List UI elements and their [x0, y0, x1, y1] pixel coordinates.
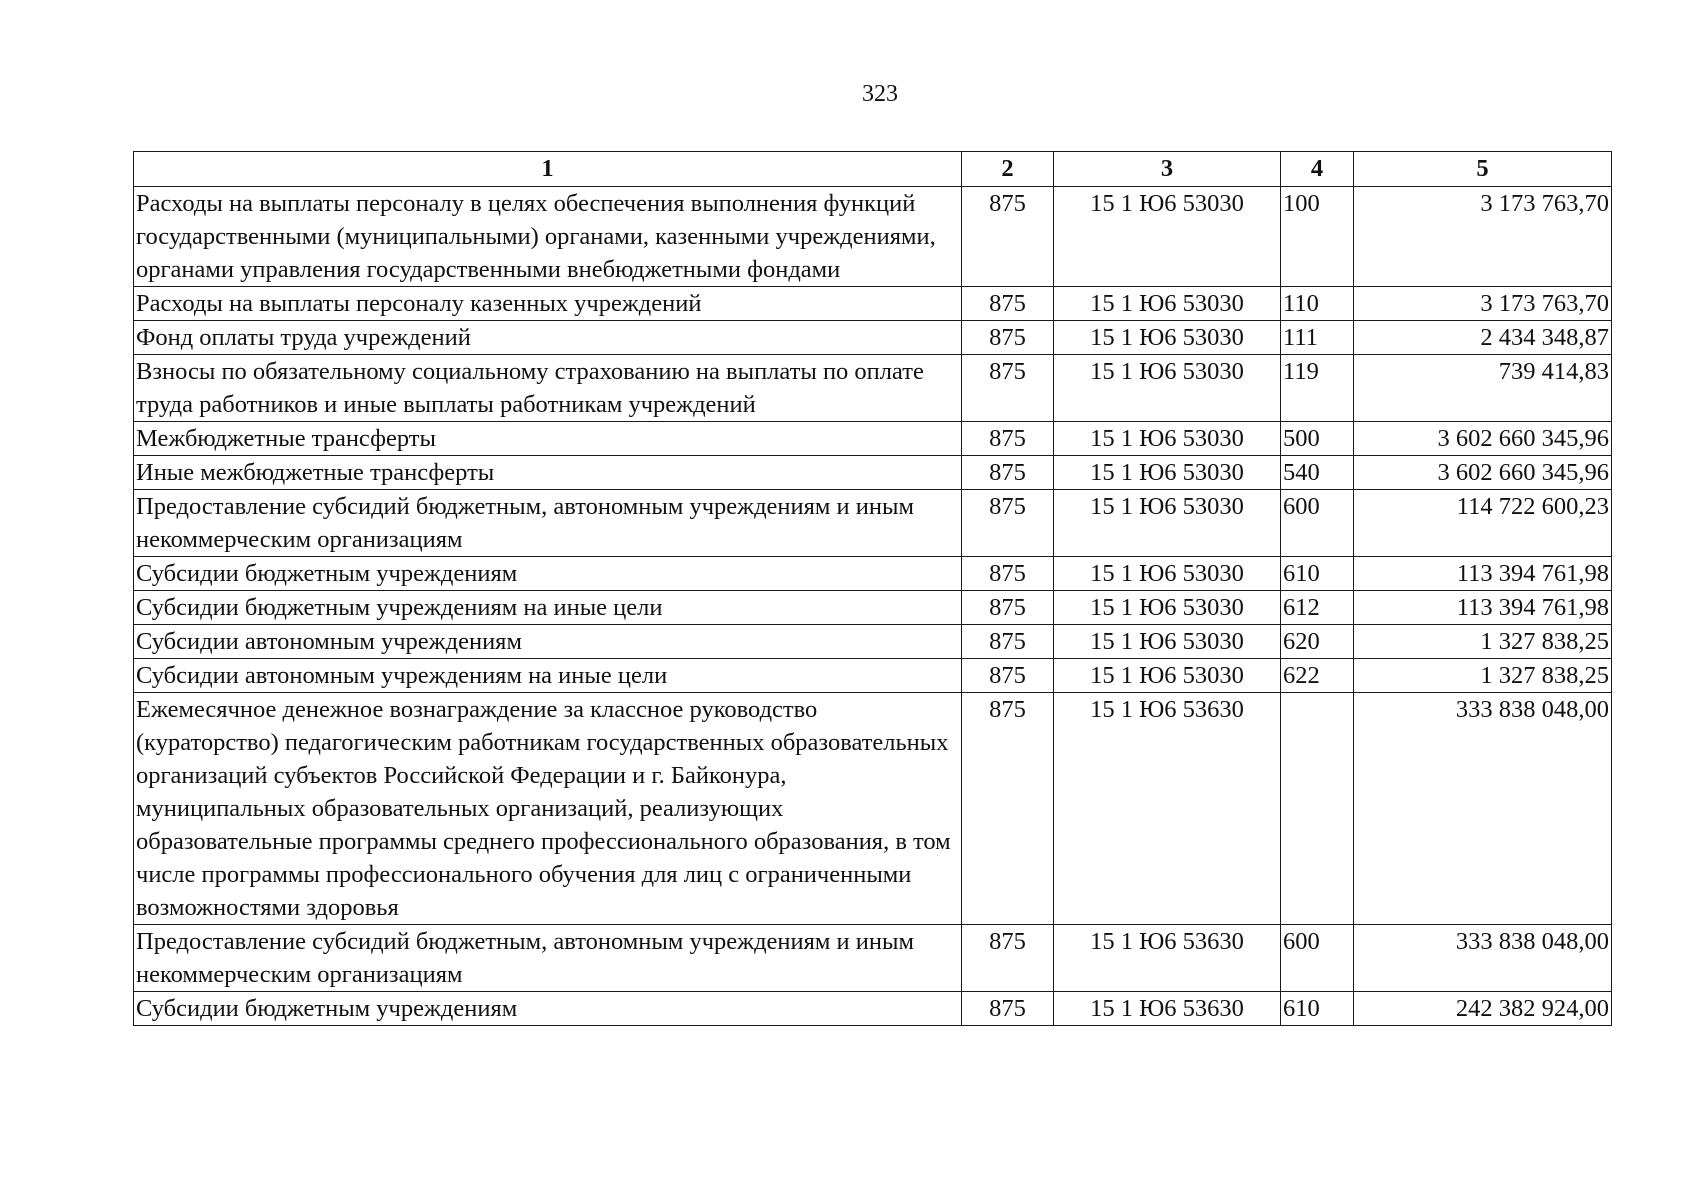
expense-type-code: 100 [1281, 187, 1354, 287]
amount: 333 838 048,00 [1354, 693, 1612, 925]
expense-name: Фонд оплаты труда учреждений [134, 321, 962, 355]
amount: 1 327 838,25 [1354, 625, 1612, 659]
table-body [134, 187, 1612, 1026]
amount: 739 414,83 [1354, 355, 1612, 422]
expense-name: Субсидии автономным учреждениям на иные цели [134, 659, 962, 693]
expense-name: Предоставление субсидий бюджетным, автономным учреждениям и иным некоммерческим организациям [134, 490, 962, 557]
chapter-code: 875 [962, 557, 1054, 591]
target-article-code: 15 1 Ю6 53030 [1054, 355, 1281, 422]
amount: 114 722 600,23 [1354, 490, 1612, 557]
target-article-code: 15 1 Ю6 53630 [1054, 992, 1281, 1026]
expense-name: Субсидии бюджетным учреждениям [134, 992, 962, 1026]
expense-name: Ежемесячное денежное вознаграждение за классное руководство (кураторство) педагогическим работникам государственных образовательных организаций субъектов Российской Федерации и г. Байконура, муниципальных образовательных организаций, реализующих образовательные программы среднего профессионального образования, в том числе программы профессионального обучения для лиц с ограниченными возможностями здоровья [134, 693, 962, 925]
table-row [134, 187, 1612, 287]
target-article-code: 15 1 Ю6 53030 [1054, 659, 1281, 693]
target-article-code: 15 1 Ю6 53630 [1054, 693, 1281, 925]
amount: 3 173 763,70 [1354, 187, 1612, 287]
header-col-1: 1 [134, 152, 962, 187]
expense-name: Субсидии бюджетным учреждениям на иные цели [134, 591, 962, 625]
expense-name: Расходы на выплаты персоналу казенных учреждений [134, 287, 962, 321]
amount: 242 382 924,00 [1354, 992, 1612, 1026]
expense-type-code: 119 [1281, 355, 1354, 422]
expense-name: Расходы на выплаты персоналу в целях обеспечения выполнения функций государственными (муниципальными) органами, казенными учреждениями, органами управления государственными внебюджетными фондами [134, 187, 962, 287]
expense-name: Иные межбюджетные трансферты [134, 456, 962, 490]
chapter-code: 875 [962, 422, 1054, 456]
expense-name: Субсидии бюджетным учреждениям [134, 557, 962, 591]
expense-name: Взносы по обязательному социальному страхованию на выплаты по оплате труда работников и иные выплаты работникам учреждений [134, 355, 962, 422]
chapter-code: 875 [962, 659, 1054, 693]
expense-type-code: 610 [1281, 557, 1354, 591]
page-number: 323 [862, 81, 898, 107]
expense-type-code: 610 [1281, 992, 1354, 1026]
chapter-code: 875 [962, 355, 1054, 422]
table-row [134, 321, 1612, 355]
target-article-code: 15 1 Ю6 53030 [1054, 591, 1281, 625]
table-row [134, 456, 1612, 490]
chapter-code: 875 [962, 925, 1054, 992]
chapter-code: 875 [962, 287, 1054, 321]
chapter-code: 875 [962, 490, 1054, 557]
target-article-code: 15 1 Ю6 53030 [1054, 287, 1281, 321]
amount: 113 394 761,98 [1354, 557, 1612, 591]
expense-type-code: 622 [1281, 659, 1354, 693]
amount: 3 602 660 345,96 [1354, 456, 1612, 490]
header-col-4: 4 [1281, 152, 1354, 187]
header-col-5: 5 [1354, 152, 1612, 187]
budget-table [133, 151, 1612, 1026]
expense-type-code: 500 [1281, 422, 1354, 456]
chapter-code: 875 [962, 625, 1054, 659]
amount: 1 327 838,25 [1354, 659, 1612, 693]
chapter-code: 875 [962, 992, 1054, 1026]
table-row [134, 925, 1612, 992]
expense-type-code: 110 [1281, 287, 1354, 321]
table-row [134, 557, 1612, 591]
expense-type-code: 620 [1281, 625, 1354, 659]
chapter-code: 875 [962, 591, 1054, 625]
table-row [134, 659, 1612, 693]
expense-type-code: 600 [1281, 925, 1354, 992]
expense-type-code [1281, 693, 1354, 925]
chapter-code: 875 [962, 456, 1054, 490]
expense-type-code: 540 [1281, 456, 1354, 490]
table-row [134, 422, 1612, 456]
target-article-code: 15 1 Ю6 53630 [1054, 925, 1281, 992]
target-article-code: 15 1 Ю6 53030 [1054, 456, 1281, 490]
chapter-code: 875 [962, 187, 1054, 287]
table-row [134, 693, 1612, 925]
header-col-3: 3 [1054, 152, 1281, 187]
target-article-code: 15 1 Ю6 53030 [1054, 187, 1281, 287]
amount: 113 394 761,98 [1354, 591, 1612, 625]
expense-name: Предоставление субсидий бюджетным, автономным учреждениям и иным некоммерческим организациям [134, 925, 962, 992]
chapter-code: 875 [962, 693, 1054, 925]
target-article-code: 15 1 Ю6 53030 [1054, 321, 1281, 355]
chapter-code: 875 [962, 321, 1054, 355]
amount: 333 838 048,00 [1354, 925, 1612, 992]
expense-name: Субсидии автономным учреждениям [134, 625, 962, 659]
table-row [134, 992, 1612, 1026]
table-row [134, 287, 1612, 321]
target-article-code: 15 1 Ю6 53030 [1054, 422, 1281, 456]
table-row [134, 625, 1612, 659]
table-row [134, 355, 1612, 422]
header-col-2: 2 [962, 152, 1054, 187]
amount: 3 602 660 345,96 [1354, 422, 1612, 456]
amount: 2 434 348,87 [1354, 321, 1612, 355]
target-article-code: 15 1 Ю6 53030 [1054, 625, 1281, 659]
target-article-code: 15 1 Ю6 53030 [1054, 490, 1281, 557]
amount: 3 173 763,70 [1354, 287, 1612, 321]
table-row [134, 591, 1612, 625]
table-header-row [134, 152, 1612, 187]
table-row [134, 490, 1612, 557]
expense-name: Межбюджетные трансферты [134, 422, 962, 456]
target-article-code: 15 1 Ю6 53030 [1054, 557, 1281, 591]
expense-type-code: 111 [1281, 321, 1354, 355]
expense-type-code: 600 [1281, 490, 1354, 557]
expense-type-code: 612 [1281, 591, 1354, 625]
